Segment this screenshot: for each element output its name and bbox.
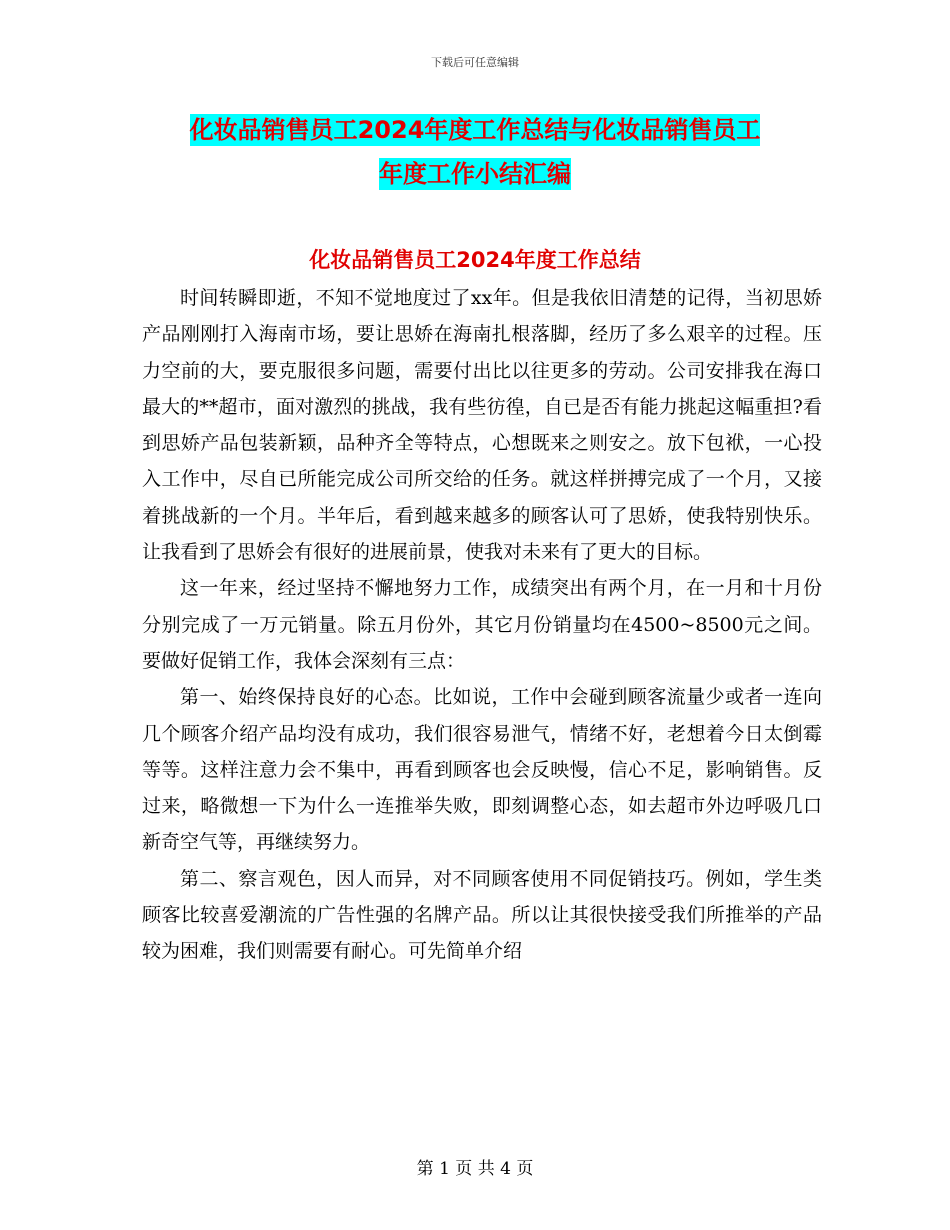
document-title-line-1 bbox=[0, 108, 950, 152]
paragraph-4: 第二、察言观色，因人而异，对不同顾客使用不同促销技巧。例如，学生类顾客比较喜爱潮流的广告性强的名牌产品。所以让其很快接受我们所推举的产品较为困难，我们则需要有耐心。可先简单介绍 bbox=[142, 867, 822, 963]
section-title: 化妆品销售员工2024年度工作总结 bbox=[309, 248, 641, 272]
document-title-line-2 bbox=[0, 152, 950, 196]
document-title-line-2-text: 年度工作小结汇编 bbox=[379, 160, 571, 188]
header-note: 下载后可任意编辑 bbox=[431, 56, 519, 69]
paragraph-3: 第一、始终保持良好的心态。比如说，工作中会碰到顾客流量少或者一连向几个顾客介绍产品均没有成功，我们很容易泄气，情绪不好，老想着今日太倒霉等等。这样注意力会不集中，再看到顾客也会反映慢，信心不足，影响销售。反过来，略微想一下为什么一连推举失败，即刻调整心态，如去超市外边呼吸几口新奇空气等，再继续努力。 bbox=[142, 686, 822, 854]
paragraph-1: 时间转瞬即逝，不知不觉地度过了xx年。但是我依旧清楚的记得，当初思娇产品刚刚打入海南市场，要让思娇在海南扎根落脚，经历了多么艰辛的过程。压力空前的大，要克服很多问题，需要付出比以往更多的劳动。公司安排我在海口最大的**超市，面对激烈的挑战，我有些彷徨，自已是否有能力挑起这幅重担?看到思娇产品包装新颖，品种齐全等特点，心想既来之则安之。放下包袱，一心投入工作中，尽自已所能完成公司所交给的任务。就这样拼搏完成了一个月，又接着挑战新的一个月。半年后，看到越来越多的顾客认可了思娇，使我特别快乐。让我看到了思娇会有很好的进展前景，使我对未来有了更大的目标。 bbox=[142, 287, 822, 564]
document-body bbox=[142, 280, 822, 970]
document-title-line-1-text: 化妆品销售员工2024年度工作总结与化妆品销售员工 bbox=[189, 116, 761, 144]
page-number-footer: 第 1 页 共 4 页 bbox=[416, 1159, 534, 1179]
paragraph-2: 这一年来，经过坚持不懈地努力工作，成绩突出有两个月，在一月和十月份分别完成了一万元销量。除五月份外，其它月份销量均在4500~8500元之间。 要做好促销工作，我体会深刻有三点： bbox=[142, 577, 822, 672]
